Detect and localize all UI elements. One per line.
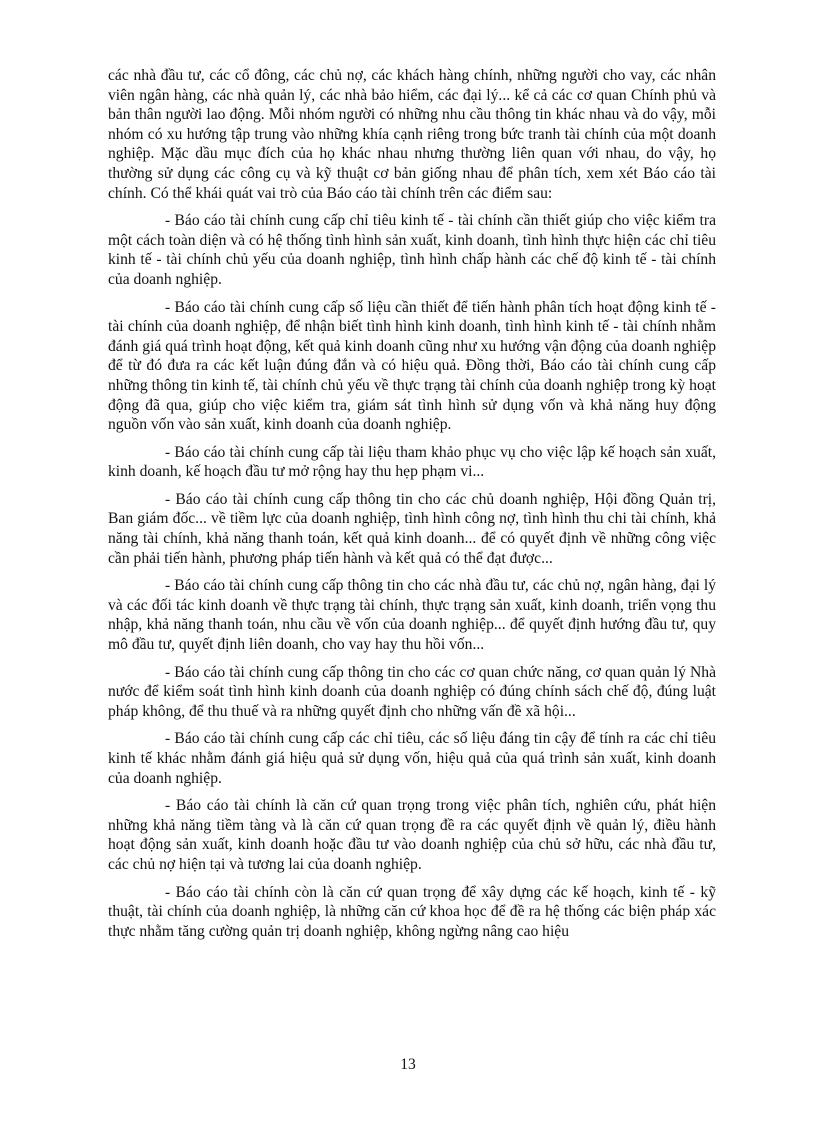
paragraph-item-3: - Báo cáo tài chính cung cấp tài liệu tham khảo phục vụ cho việc lập kế hoạch sản xuất, kinh doanh, kế hoạch đầu tư mở rộng hay thu hẹp phạm vi... xyxy=(108,443,716,481)
page-body xyxy=(108,66,716,949)
paragraph-item-9: - Báo cáo tài chính còn là căn cứ quan trọng để xây dựng các kế hoạch, kinh tế - kỹ thuật, tài chính của doanh nghiệp, là những căn cứ khoa học để đề ra hệ thống các biện pháp xác thực nhằm tăng cường quản trị doanh nghiệp, không ngừng nâng cao hiệu xyxy=(108,883,716,940)
paragraph-item-4: - Báo cáo tài chính cung cấp thông tin cho các chủ doanh nghiệp, Hội đồng Quản trị, Ban giám đốc... về tiềm lực của doanh nghiệp, tình hình công nợ, tình hình thu chi tài chính, khả năng tài chính, khả năng thanh toán, kết quả kinh doanh... để có quyết định về những công việc cần phải tiến hành, phương pháp tiến hành và kết quả có thể đạt được... xyxy=(108,490,716,567)
paragraph-item-8: - Báo cáo tài chính là căn cứ quan trọng trong việc phân tích, nghiên cứu, phát hiện những khả năng tiềm tàng và là căn cứ quan trọng đề ra các quyết định về quản lý, điều hành hoạt động sản xuất, kinh doanh hoặc đầu tư vào doanh nghiệp của chủ sở hữu, các nhà đầu tư, các chủ nợ hiện tại và tương lai của doanh nghiệp. xyxy=(108,797,716,873)
paragraph-item-5: - Báo cáo tài chính cung cấp thông tin cho các nhà đầu tư, các chủ nợ, ngân hàng, đại lý và các đối tác kinh doanh về thực trạng tài chính, thực trạng sản xuất, kinh doanh, triển vọng thu nhập, khả năng thanh toán, nhu cầu về vốn của doanh nghiệp... để quyết định hướng đầu tư, quy mô đầu tư, quyết định liên doanh, cho vay hay thu hồi vốn... xyxy=(108,577,716,654)
paragraph-item-2: - Báo cáo tài chính cung cấp số liệu cần thiết để tiến hành phân tích hoạt động kinh tế - tài chính của doanh nghiệp, để nhận biết tình hình kinh doanh, tình hình kinh tế - tài chính nhằm đánh giá quá trình hoạt động, kết quả kinh doanh cũng như xu hướng vận động của doanh nghiệp để từ đó đưa ra các kết luận đúng đắn và có hiệu quả. Đồng thời, Báo cáo tài chính cung cấp những thông tin kinh tế, tài chính chủ yếu về thực trạng tài chính của doanh nghiệp trong kỳ hoạt động đã qua, giúp cho việc kiểm tra, giám sát tình hình sử dụng vốn và khả năng huy động nguồn vốn vào sản xuất, kinh doanh của doanh nghiệp. xyxy=(108,298,716,434)
paragraph-item-1: - Báo cáo tài chính cung cấp chỉ tiêu kinh tế - tài chính cần thiết giúp cho việc kiểm tra một cách toàn diện và có hệ thống tình hình sản xuất, kinh doanh, tình hình thực hiện các chỉ tiêu kinh tế - tài chính chủ yếu của doanh nghiệp, tình hình chấp hành các chế độ kinh tế - tài chính của doanh nghiệp. xyxy=(108,212,716,288)
paragraph-item-6: - Báo cáo tài chính cung cấp thông tin cho các cơ quan chức năng, cơ quan quản lý Nhà nước để kiểm soát tình hình kinh doanh của doanh nghiệp có đúng chính sách chế độ, đúng luật pháp không, để thu thuế và ra những quyết định cho những vấn đề xã hội... xyxy=(108,663,716,720)
paragraph-intro: các nhà đầu tư, các cổ đông, các chủ nợ, các khách hàng chính, những người cho vay, các nhân viên ngân hàng, các nhà quản lý, các nhà bảo hiểm, các đại lý... kể cả các cơ quan Chính phủ và bản thân người lao động. Mỗi nhóm người có những nhu cầu thông tin khác nhau và do vậy, mỗi nhóm có xu hướng tập trung vào những khía cạnh riêng trong bức tranh tài chính của một doanh nghiệp. Mặc dầu mục đích của họ khác nhau nhưng thường liên quan với nhau, do vậy, họ thường sử dụng các công cụ và kỹ thuật cơ bản giống nhau để phân tích, xem xét Báo cáo tài chính. Có thể khái quát vai trò của Báo cáo tài chính trên các điểm sau: xyxy=(108,67,716,202)
page-number: 13 xyxy=(400,1056,416,1073)
paragraph-item-7: - Báo cáo tài chính cung cấp các chỉ tiêu, các số liệu đáng tin cậy để tính ra các chỉ tiêu kinh tế khác nhằm đánh giá hiệu quả sử dụng vốn, hiệu quả của quá trình sản xuất, kinh doanh của doanh nghiệp. xyxy=(108,730,716,787)
